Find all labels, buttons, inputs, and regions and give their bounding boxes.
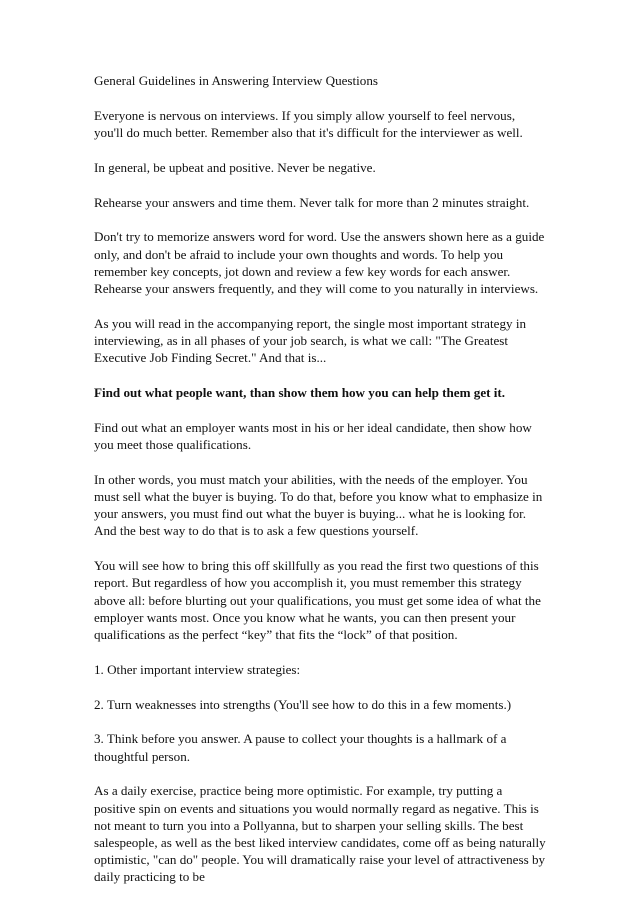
document-title: General Guidelines in Answering Interview Questions bbox=[94, 73, 378, 88]
paragraph-match-abilities: In other words, you must match your abilities, with the needs of the employer. You must sell what the buyer is buying. To do that, before you know what to emphasize in your answers, you must find out what the buyer is buying... what he is looking for. And the best way to do that is to ask a few questions yourself. bbox=[94, 471, 543, 539]
paragraph-skillfully: You will see how to bring this off skillfully as you read the first two questions of this report. But regardless of how you accomplish it, you must remember this strategy above all: before blurting out your qualifications, you must get some idea of what the employer wants most. Once you know what he wants, you can then present your qualifications as the perfect “key” that fits the “lock” of that position. bbox=[94, 558, 541, 643]
list-item-1: 1. Other important interview strategies: bbox=[94, 661, 301, 677]
document-page bbox=[94, 72, 546, 903]
paragraph-upbeat: In general, be upbeat and positive. Never be negative. bbox=[94, 159, 376, 175]
paragraph-strategy: As you will read in the accompanying report, the single most important strategy in interviewing, as in all phases of your job search, is what we call: "The Greatest Executive Job Finding Secret." And that is... bbox=[94, 315, 526, 366]
list-item-3: 3. Think before you answer. A pause to collect your thoughts is a hallmark of a thoughtful person. bbox=[94, 731, 507, 764]
paragraph-optimistic: As a daily exercise, practice being more optimistic. For example, try putting a positive spin on events and situations you would normally regard as negative. This is not meant to turn you into a Pollyanna, but to sharpen your selling skills. The best salespeople, as well as the best liked interview candidates, come off as being naturally optimistic, "can do" people. You will dramatically raise your level of attractiveness by daily practicing to be bbox=[94, 783, 546, 885]
paragraph-employer-wants: Find out what an employer wants most in his or her ideal candidate, then show how you meet those qualifications. bbox=[94, 419, 532, 452]
paragraph-nervous: Everyone is nervous on interviews. If you simply allow yourself to feel nervous, you'll do much better. Remember also that it's difficult for the interviewer as well. bbox=[94, 107, 523, 140]
paragraph-memorize: Don't try to memorize answers word for word. Use the answers shown here as a guide only, and don't be afraid to include your own thoughts and words. To help you remember key concepts, jot down and review a few key words for each answer. Rehearse your answers frequently, and they will come to you naturally in interviews. bbox=[94, 229, 545, 296]
key-principle-heading: Find out what people want, than show them how you can help them get it. bbox=[94, 385, 506, 400]
paragraph-rehearse: Rehearse your answers and time them. Never talk for more than 2 minutes straight. bbox=[94, 194, 530, 210]
list-item-2: 2. Turn weaknesses into strengths (You'll see how to do this in a few moments.) bbox=[94, 696, 512, 712]
